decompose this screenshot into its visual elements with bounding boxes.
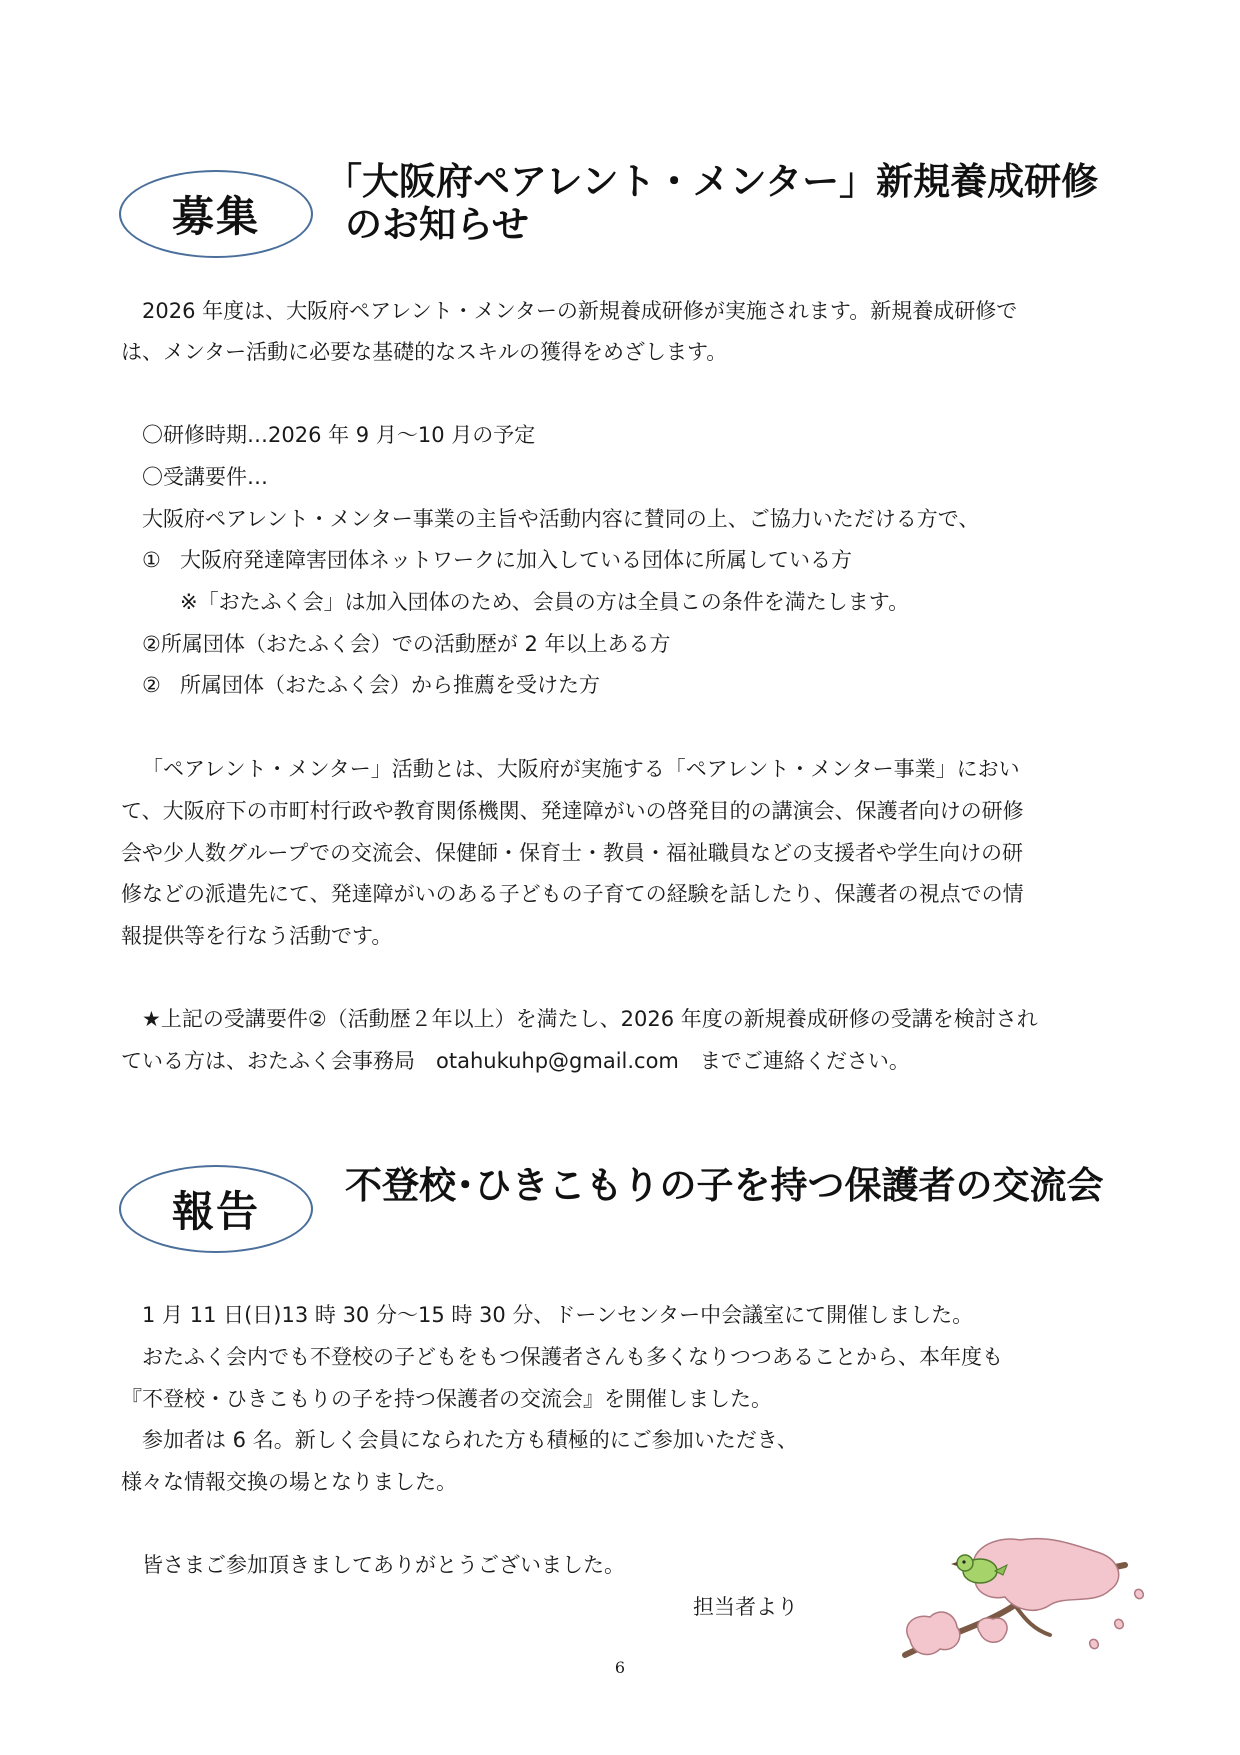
report-line1: 1 月 11 日(日)13 時 30 分～15 時 30 分、ドーンセンター中会議室にて開催しました。 [142, 1303, 974, 1327]
recruit-about-line5: 報提供等を行なう活動です。 [121, 924, 393, 948]
report-title: 不登校･ひきこもりの子を持つ保護者の交流会 [345, 1164, 1104, 1207]
report-line3: 『不登校・ひきこもりの子を持つ保護者の交流会』を開催しました。 [121, 1387, 772, 1411]
recruit-contact-line2: ている方は、おたふく会事務局 otahukuhp@gmail.com までご連絡ください。 [121, 1049, 910, 1073]
report-badge-label: 報告 [171, 1187, 260, 1236]
requirement-1-text: 大阪府発達障害団体ネットワークに加入している団体に所属している方 [180, 548, 852, 572]
recruit-intro-line2: は、メンター活動に必要な基礎的なスキルの獲得をめざします。 [121, 340, 728, 364]
recruit-title-line2: のお知らせ [345, 203, 529, 246]
requirement-3-text: 所属団体（おたふく会）から推薦を受けた方 [180, 673, 600, 697]
recruit-title-line1: 「大阪府ペアレント・メンター」新規養成研修 [325, 160, 1099, 203]
page-number: 6 [614, 1658, 626, 1677]
recruit-requirements-label: 〇受講要件… [142, 465, 268, 489]
requirement-1-number: ① [142, 548, 161, 572]
recruit-requirement-1 [142, 545, 852, 575]
report-line4: 参加者は 6 名。新しく会員になられた方も積極的にご参加いただき、 [142, 1428, 798, 1452]
bird-on-cherry-blossom-icon [885, 1535, 1155, 1665]
recruit-about-line4: 修などの派遣先にて、発達障がいのある子どもの子育ての経験を話したり、保護者の視点での情 [121, 882, 1024, 906]
recruit-about-line1: 「ペアレント・メンター」活動とは、大阪府が実施する「ペアレント・メンター事業」におい [142, 757, 1020, 781]
recruit-intro-line1: 2026 年度は、大阪府ペアレント・メンターの新規養成研修が実施されます。新規養成研修で [142, 299, 1018, 323]
report-line2: おたふく会内でも不登校の子どもをもつ保護者さんも多くなりつつあることから、本年度も [142, 1345, 1003, 1369]
report-badge [119, 1165, 313, 1253]
recruit-badge [119, 170, 313, 258]
report-thanks: 皆さまご参加頂きましてありがとうございました。 [142, 1553, 625, 1577]
recruit-requirement-1-note: ※「おたふく会」は加入団体のため、会員の方は全員この条件を満たします。 [180, 590, 910, 614]
recruit-requirements-lead: 大阪府ペアレント・メンター事業の主旨や活動内容に賛同の上、ご協力いただける方で、 [142, 507, 980, 531]
report-line5: 様々な情報交換の場となりました。 [121, 1470, 457, 1494]
recruit-requirement-2: ②所属団体（おたふく会）での活動歴が 2 年以上ある方 [142, 632, 671, 656]
recruit-period: 〇研修時期…2026 年 9 月～10 月の予定 [142, 423, 536, 447]
recruit-contact-line1: ★上記の受講要件②（活動歴２年以上）を満たし、2026 年度の新規養成研修の受講を検討され [142, 1007, 1038, 1031]
report-signature: 担当者より [693, 1595, 798, 1619]
recruit-about-line3: 会や少人数グループでの交流会、保健師・保育士・教員・福祉職員などの支援者や学生向けの研 [121, 841, 1023, 865]
recruit-about-line2: て、大阪府下の市町村行政や教育関係機関、発達障がいの啓発目的の講演会、保護者向けの研修 [121, 799, 1024, 823]
recruit-requirement-3 [142, 670, 600, 700]
recruit-badge-label: 募集 [171, 192, 260, 241]
requirement-3-number: ② [142, 673, 161, 697]
